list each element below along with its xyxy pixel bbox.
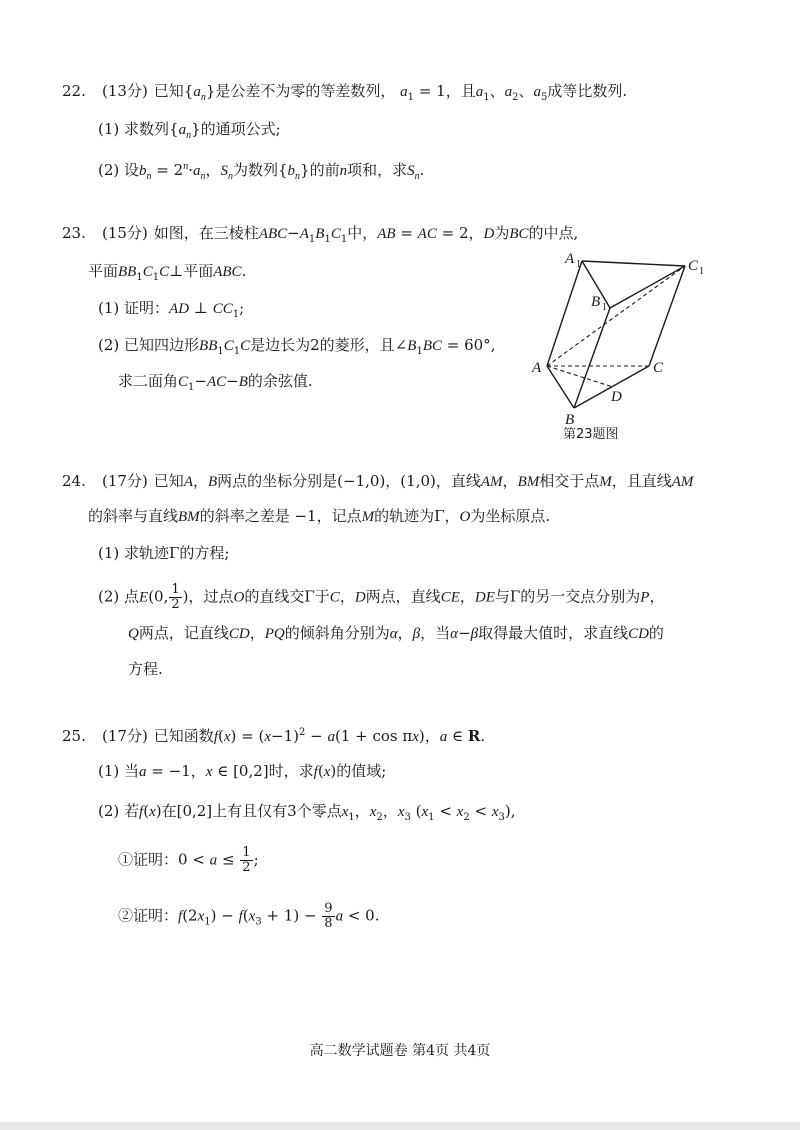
q25-part2: (2) 若f(x)在[0,2]上有且仅有3个零点$x_1$，$x_2$，$x_3$ $(x_1 < x_2 < x_3)$, [98,802,516,823]
q25-text: 已知函数 [153,727,214,745]
label-B1: B [591,294,601,310]
q25-sub1: ①证明：0 < a ≤ $\frac{1}{2}$ ; [118,845,259,875]
q24-part2-line2: Q两点，记直线CD，PQ的倾斜角分别为α，β，当α−β取得最大值时，求直线CD的 [128,624,664,642]
q23-part2-text: 是边长为2的菱形，且 [250,336,395,354]
q25-part1-text: (1) 当 [98,762,140,780]
q24-text: 为坐标原点. [470,507,551,525]
q25-part2-text: ， [382,802,398,820]
q23-text: 为 [494,224,510,242]
q24-part2-text: (2) 点 [98,587,140,606]
q25-part2-text: (2) 若 [98,802,140,820]
q22-part2-text: 项和，求 [347,161,408,179]
q25-sub1-text: ; [253,850,259,869]
q23-part2-text: 求二面角 [118,372,179,390]
edge-A1-C1 [582,261,685,266]
q25-sub2-text: . [374,906,380,925]
q24-stem: 24. (17分) 已知A，B两点的坐标分别是(−1,0)，(1,0)，直线AM，BM相交于点M，且直线AM [62,472,694,490]
label-C1: C [688,258,699,274]
prism-figure [525,248,725,443]
edge-A1-A [547,261,582,366]
q22-text: ，且 [445,82,476,100]
q23-text: 中， [347,224,378,242]
q24-part2-text: 的 [648,624,664,642]
q22-part2-text: }的前 [300,161,340,179]
q24-part2-text: 的倾斜角分别为 [284,624,390,642]
edge-A-D [547,366,613,387]
q24-part2-text: 两点，记直线 [138,624,229,642]
q24-number: 24. [62,472,86,490]
q24-line2: 的斜率与直线BM的斜率之差是 −1，记点M的轨迹为Γ，O为坐标原点. [88,507,551,525]
q22-part2: (2) 设$b_n = 2^n\cdot a_n$，$S_n$为数列$\{b_n\}$的前n项和，求$S_n$. [98,161,425,182]
q23-part2-text: 的余弦值. [247,372,313,390]
q23-stem: 23. (15分) 如图，在三棱柱$ABC-A_1B_1C_1$中，AB = AC = 2，D为BC的中点, [62,224,579,245]
q25-number: 25. [62,727,86,745]
q25-part2-text: , [510,802,516,820]
label-D: D [611,389,622,405]
q23-text: 平面 [88,262,119,280]
q23-part2-text: (2) 已知四边形 [98,336,200,354]
q24-part2-text: 取得最大值时，求直线 [478,624,629,642]
q22-part1: (1) 求数列$\{a_n\}$的通项公式; [98,120,281,141]
q24-part2-text: ， [459,587,475,606]
q24-part2-text: 的直线交Γ于 [244,587,330,606]
q22-part2-text: ， [205,161,221,179]
q23-number: 23. [62,224,86,242]
q22-part1-text: (1) 求数列{ [98,120,179,138]
q24-text: 的轨迹为Γ， [374,507,460,525]
q23-part1-text: ; [239,299,245,317]
q24-text: ， [502,472,518,490]
q25-part1-text: 的值域; [336,762,387,780]
q23-part1-text: (1) 证明： [98,299,170,317]
q25-part2-text: 在[0,2]上有且仅有3个零点 [161,802,342,820]
q25-sub2: ②证明：$f(2x_1) - f(x_3 + 1)$ − $\frac{9}{8}$ a < 0. [118,901,380,931]
edge-B1-B [574,308,610,408]
q23-text: ， [468,224,484,242]
page-footer: 高二数学试题卷 第4页 共4页 [309,1043,491,1059]
label-B1-sub: 1 [602,302,607,313]
q25-points: (17分) [102,727,148,745]
q22-part2-text: . [419,161,425,179]
label-A1-sub: 1 [576,259,581,270]
q24-text: 相交于点 [539,472,600,490]
q25-text: ， [424,727,440,745]
q24-text: 的斜率之差是 −1，记点 [199,507,362,525]
q24-part2-text: ， [397,624,413,642]
edge-A-C1 [547,266,685,366]
q23-points: (15分) [102,224,148,242]
q22-stem: 22. (13分) 已知$\{a_n\}$是公差不为零的等差数列， $a_1 = 1$，且$a_1$、$a_2$、$a_5$成等比数列. [62,82,628,103]
q25-part1-text: ， [190,762,206,780]
q24-text: ，且直线 [611,472,672,490]
q22-text: 、 [518,82,534,100]
q22-text: 已知{ [153,82,194,100]
label-A: A [532,360,542,376]
q23-text: ⊥平面 [169,262,214,280]
q24-text: 的斜率与直线 [88,507,179,525]
label-A1: A [565,251,575,267]
q24-part2-text: ，过点 [188,587,234,606]
q24-part2-text: ，当 [420,624,451,642]
q24-text: ， [192,472,208,490]
edge-C1-C [649,266,685,366]
q23-text: 如图，在三棱柱 [153,224,259,242]
label-C1-sub: 1 [699,266,704,277]
q25-stem: 25. (17分) 已知函数$f(x) = (x-1)^2 - a(1 + \cos \pi x)$，a ∈ R. [62,727,486,745]
q22-text: }是公差不为零的等差数列， [205,82,396,100]
q24-part2-line3: 方程. [128,660,163,678]
edge-B1-C1 [610,266,685,308]
q25-part1-text: 时，求 [268,762,314,780]
q24-part2: (2) 点E(0, $\frac{1}{2}$ )，过点O的直线交Γ于C，D两点，直线CE，DE与Γ的另一交点分别为P， [98,582,665,612]
q24-text: 已知 [153,472,184,490]
label-C: C [653,360,664,376]
q22-number: 22. [62,82,86,100]
q25-part1: (1) 当a = −1，x ∈ [0,2]时，求f(x)的值域; [98,762,387,780]
q23-text: . [241,262,247,280]
scan-bottom-edge [0,1122,800,1130]
q22-part2-text: (2) 设 [98,161,140,179]
q23-part2-line2: 求二面角$C_1-AC-B$的余弦值. [118,372,313,393]
q23-part2-text: , [490,336,496,354]
q24-part2-text: ， [649,587,665,606]
q24-part1: (1) 求轨迹Γ的方程; [98,544,230,562]
q22-text: 成等比数列. [547,82,628,100]
q24-part2-text: ， [249,624,265,642]
edge-A-B [547,366,574,408]
q22-points: (13分) [102,82,148,100]
q23-part2: (2) 已知四边形$BB_1C_1C$是边长为2的菱形，且$\angle B_1BC = 60^\circ$, [98,336,496,357]
label-B: B [565,412,575,428]
q22-part1-text: }的通项公式; [191,120,281,138]
q24-part2-text: 两点，直线 [365,587,441,606]
q25-sub2-text: ②证明： [118,906,179,925]
q23-part1: (1) 证明：AD ⊥ $CC_1$; [98,299,245,320]
q23-text: 的中点, [528,224,579,242]
q24-part2-text: ， [339,587,355,606]
q25-sub1-text: ①证明： [118,850,179,869]
q24-text: 两点的坐标分别是(−1,0)，(1,0)，直线 [217,472,481,490]
figure-caption: 第23题图 [563,427,619,442]
q22-text: 、 [489,82,505,100]
q25-part2-text: ， [354,802,370,820]
q24-points: (17分) [102,472,148,490]
q24-part2-text: 与Γ的另一交点分别为 [494,587,641,606]
q22-part2-text: 为数列{ [232,161,288,179]
q23-line2: 平面$BB_1C_1C\perp$平面ABC. [88,262,247,283]
